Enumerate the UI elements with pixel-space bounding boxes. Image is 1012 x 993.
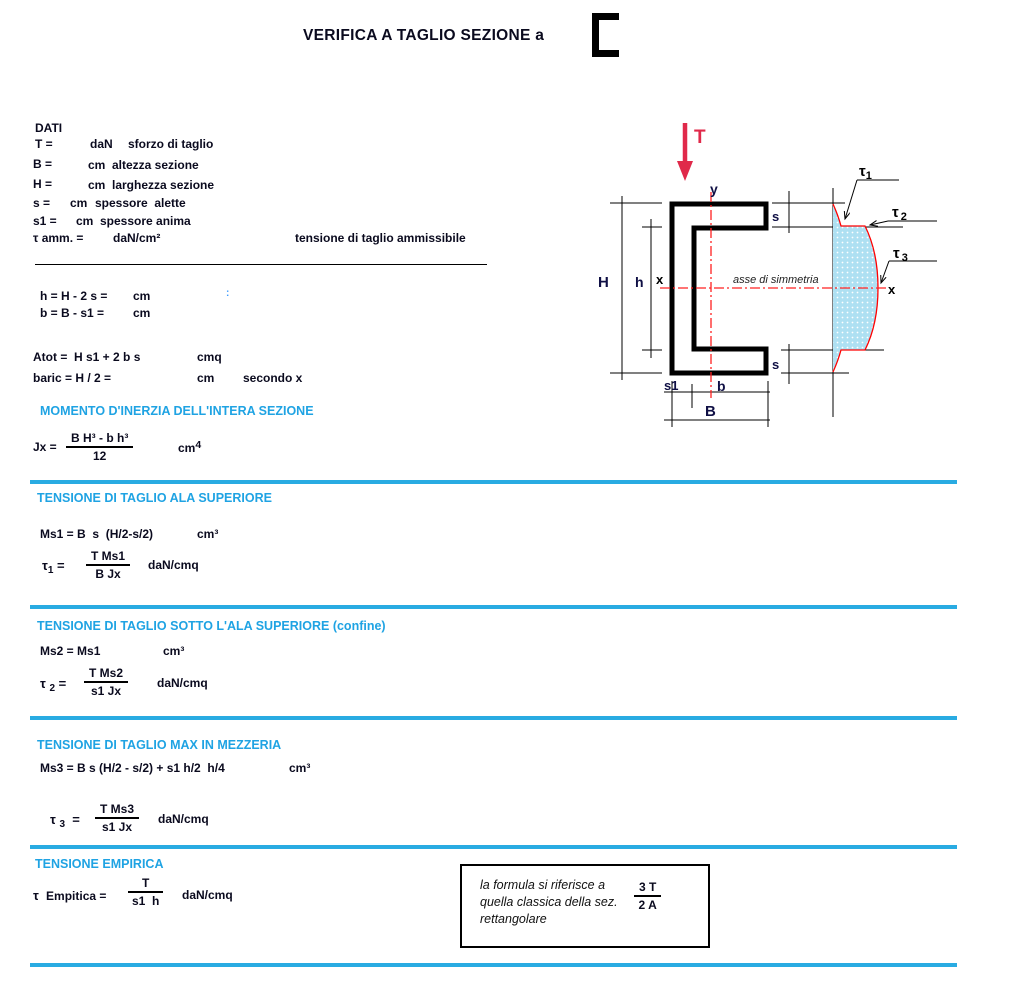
note-box [460,864,710,948]
stray-mark: : [226,288,230,299]
note-fraction [634,880,661,912]
h-formula: h = H - 2 s = [40,289,108,303]
atot-formula: Atot = H s1 + 2 b s [33,350,141,364]
section-divider-4 [30,845,957,849]
dati-unit-B: cm [88,158,106,172]
tau2-lhs: τ $_2$ = [40,676,67,694]
dati-unit-tau-amm: daN/cm² [113,231,161,245]
dim-label-b: b [717,378,726,394]
ms3-unit: cm³ [289,761,311,775]
ms2-unit: cm³ [163,644,185,658]
heading-tau3: TENSIONE DI TAGLIO MAX IN MEZZERIA [37,738,282,752]
dati-header: DATI [35,121,63,135]
heading-empirical: TENSIONE EMPIRICA [35,857,164,871]
tau1-lhs: $\tau_1$ = [42,558,65,576]
ms1-formula: Ms1 = B s (H/2-s/2) [40,527,154,541]
dati-label-H: H = [33,177,53,191]
dati-desc-s: spessore alette [95,196,186,210]
section-divider-5 [30,963,957,967]
jx-numerator: B H³ - b h³ [66,431,133,448]
dati-label-tau-amm: τ amm. = [33,231,84,245]
dati-separator-line [35,264,487,265]
ms3-formula: Ms3 = B s (H/2 - s/2) + s1 h/2 h/4 [40,761,225,775]
tau3-denominator: s1 Jx [101,820,133,834]
dim-label-h: h [635,274,644,290]
empirical-fraction [128,876,163,908]
section-divider-2 [30,605,957,609]
heading-tau2: TENSIONE DI TAGLIO SOTTO L'ALA SUPERIORE (confine) [37,619,386,633]
atot-unit: cmq [197,350,222,364]
dim-label-s1: s1 [664,378,679,393]
x-axis-label-right: x [888,282,896,297]
dati-label-s: s = [33,196,51,210]
tau2-denominator: s1 Jx [90,684,122,698]
baric-note: secondo x [243,371,303,385]
tau1-numerator: T Ms1 [86,549,130,566]
tau3-lhs: τ $_3$ = [50,812,80,830]
dati-label-B: B = [33,157,53,171]
h-unit: cm [133,289,151,303]
dim-label-H: H [598,274,609,291]
heading-tau1: TENSIONE DI TAGLIO ALA SUPERIORE [37,491,272,505]
tau1-unit: daN/cmq [148,558,199,572]
tau2-unit: daN/cmq [157,676,208,690]
tau3-numerator: T Ms3 [95,802,139,819]
tau3-unit: daN/cmq [158,812,209,826]
b-formula: b = B - s1 = [40,306,105,320]
jx-denominator: 12 [92,449,107,463]
dati-label-T: T = [35,137,53,151]
jx-unit: cm4 [178,439,202,455]
ms2-formula: Ms2 = Ms1 [40,644,101,658]
note-frac-numerator: 3 T [634,880,661,897]
heading-inertia: MOMENTO D'INERZIA DELL'INTERA SEZIONE [40,404,314,418]
force-label: T [694,127,706,148]
symmetry-axis-label: asse di simmetria [733,274,819,286]
c-section-diagram [595,110,1012,435]
tau1-denominator: B Jx [95,567,121,581]
section-divider-1 [30,480,957,484]
tau3-fraction [95,802,139,834]
dati-desc-T: sforzo di taglio [128,137,214,151]
dati-label-s1: s1 = [33,214,57,228]
section-divider-3 [30,716,957,720]
tau2-label: τ $_2$ [892,204,907,223]
c-section-bracket-glyph [592,13,619,57]
shear-force-arrow [677,123,693,181]
empirical-lhs: τ Empitica = [33,888,107,903]
note-line-1: la formula si riferisce a [480,878,606,892]
dati-unit-s1: cm [76,214,94,228]
y-axis-label: y [710,181,718,197]
b-unit: cm [133,306,151,320]
jx-lhs: Jx = [33,440,57,454]
empirical-numerator: T [128,876,163,893]
dati-desc-s1: spessore anima [100,214,191,228]
dati-unit-s: cm [70,196,88,210]
note-line-2: quella classica della sez. [480,895,618,909]
dim-label-s-top: s [772,209,780,224]
tau2-fraction [84,666,128,698]
dati-desc-B: altezza sezione [112,158,199,172]
dati-desc-H: larghezza sezione [112,178,215,192]
baric-unit: cm [197,371,215,385]
page-title: VERIFICA A TAGLIO SEZIONE a [303,27,545,44]
note-frac-denominator: 2 A [638,898,657,912]
tau1-label: $\tau_1$ [859,163,872,182]
ms1-unit: cm³ [197,527,219,541]
note-line-3: rettangolare [480,912,547,926]
x-axis-label-left: x [656,272,664,287]
tau1-fraction [86,549,130,581]
dati-unit-H: cm [88,178,106,192]
dim-label-s-bottom: s [772,357,780,372]
dati-unit-T: daN [90,137,113,151]
dim-label-B: B [705,403,716,420]
tau3-label: τ $_3$ [893,245,908,264]
tau2-numerator: T Ms2 [84,666,128,683]
empirical-denominator: s1 h [131,894,160,908]
empirical-unit: daN/cmq [182,888,233,902]
dati-desc-tau-amm: tensione di taglio ammissibile [295,231,466,245]
jx-unit-exponent: 4 [195,439,202,451]
baric-formula: baric = H / 2 = [33,371,112,385]
jx-fraction [66,431,133,463]
